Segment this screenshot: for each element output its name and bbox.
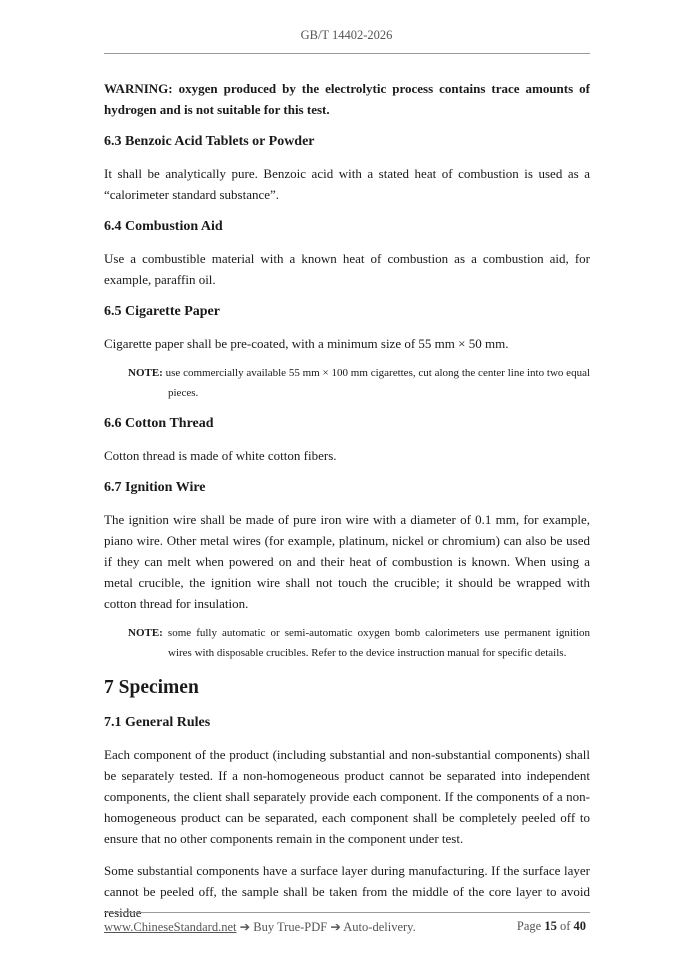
heading-7: 7 Specimen: [104, 677, 199, 698]
note-label: NOTE:: [128, 627, 163, 639]
note-text: some fully automatic or semi-automatic oxygen bomb calorimeters use permanent ignition wires with disposable crucibles. Refer to the device instruction manual for specific details.: [167, 627, 591, 659]
heading-6-3: 6.3 Benzoic Acid Tablets or Powder: [104, 134, 315, 149]
heading-7-1: 7.1 General Rules: [104, 715, 211, 730]
heading-6-5: 6.5 Cigarette Paper: [104, 304, 220, 319]
page-current: 15: [544, 919, 557, 933]
paragraph-6-5: Cigarette paper shall be pre-coated, with a minimum size of 55 mm × 50 mm.: [104, 336, 509, 351]
of-word: of: [559, 919, 571, 933]
delivery-text: Auto-delivery.: [343, 920, 416, 934]
document-body: [104, 78, 590, 923]
note-text: use commercially available 55 mm × 100 mm cigarettes, cut along the center line into two equal pieces.: [165, 367, 591, 399]
note-6-5: [128, 363, 590, 403]
page-word: Page: [516, 919, 542, 933]
paragraph-6-4: Use a combustible material with a known heat of combustion as a combustion aid, for example, paraffin oil.: [104, 251, 590, 287]
paragraph-7-1-b: Some substantial components have a surface layer during manufacturing. If the surface layer cannot be peeled off, the sample shall be taken from the middle of the core layer to avoid residue: [104, 863, 590, 920]
page-total: 40: [573, 919, 586, 933]
header-divider: [104, 53, 590, 54]
buy-link[interactable]: Buy True-PDF: [253, 920, 328, 934]
paragraph-6-3: It shall be analytically pure. Benzoic acid with a stated heat of combustion is used as a “calorimeter standard substance”.: [104, 166, 590, 202]
heading-6-6: 6.6 Cotton Thread: [104, 416, 214, 431]
site-link[interactable]: www.ChineseStandard.net: [104, 920, 237, 934]
page-counter: [517, 919, 586, 934]
note-6-7: [128, 623, 590, 663]
footer-divider: [104, 912, 590, 913]
arrow-icon: ➔: [236, 920, 254, 934]
paragraph-7-1-a: Each component of the product (including substantial and non-substantial components) shall be separately tested. If a non-homogeneous product cannot be separated into independent components, the client shall separately provide each component. If the components of a non-homogeneous product can be separated, each component shall be completely peeled off to ensure that no other components remain in the component under test.: [104, 747, 590, 846]
standard-id: GB/T 14402-2026: [300, 28, 393, 42]
arrow-icon: ➔: [327, 920, 344, 934]
footer-links: [104, 919, 416, 935]
paragraph-6-6: Cotton thread is made of white cotton fibers.: [104, 448, 337, 463]
page-header: [0, 28, 693, 43]
warning-text: WARNING: oxygen produced by the electrolytic process contains trace amounts of hydrogen and is not suitable for this test.: [104, 81, 590, 117]
note-label: NOTE:: [128, 367, 163, 379]
paragraph-6-7: The ignition wire shall be made of pure iron wire with a diameter of 0.1 mm, for example, piano wire. Other metal wires (for example, platinum, nickel or chromium) can also be used if they can melt when powered on and their heat of combustion is known. When using a metal crucible, the ignition wire shall not touch the crucible; it should be wrapped with cotton thread for insulation.: [104, 512, 590, 611]
heading-6-4: 6.4 Combustion Aid: [104, 219, 223, 234]
heading-6-7: 6.7 Ignition Wire: [104, 480, 206, 495]
